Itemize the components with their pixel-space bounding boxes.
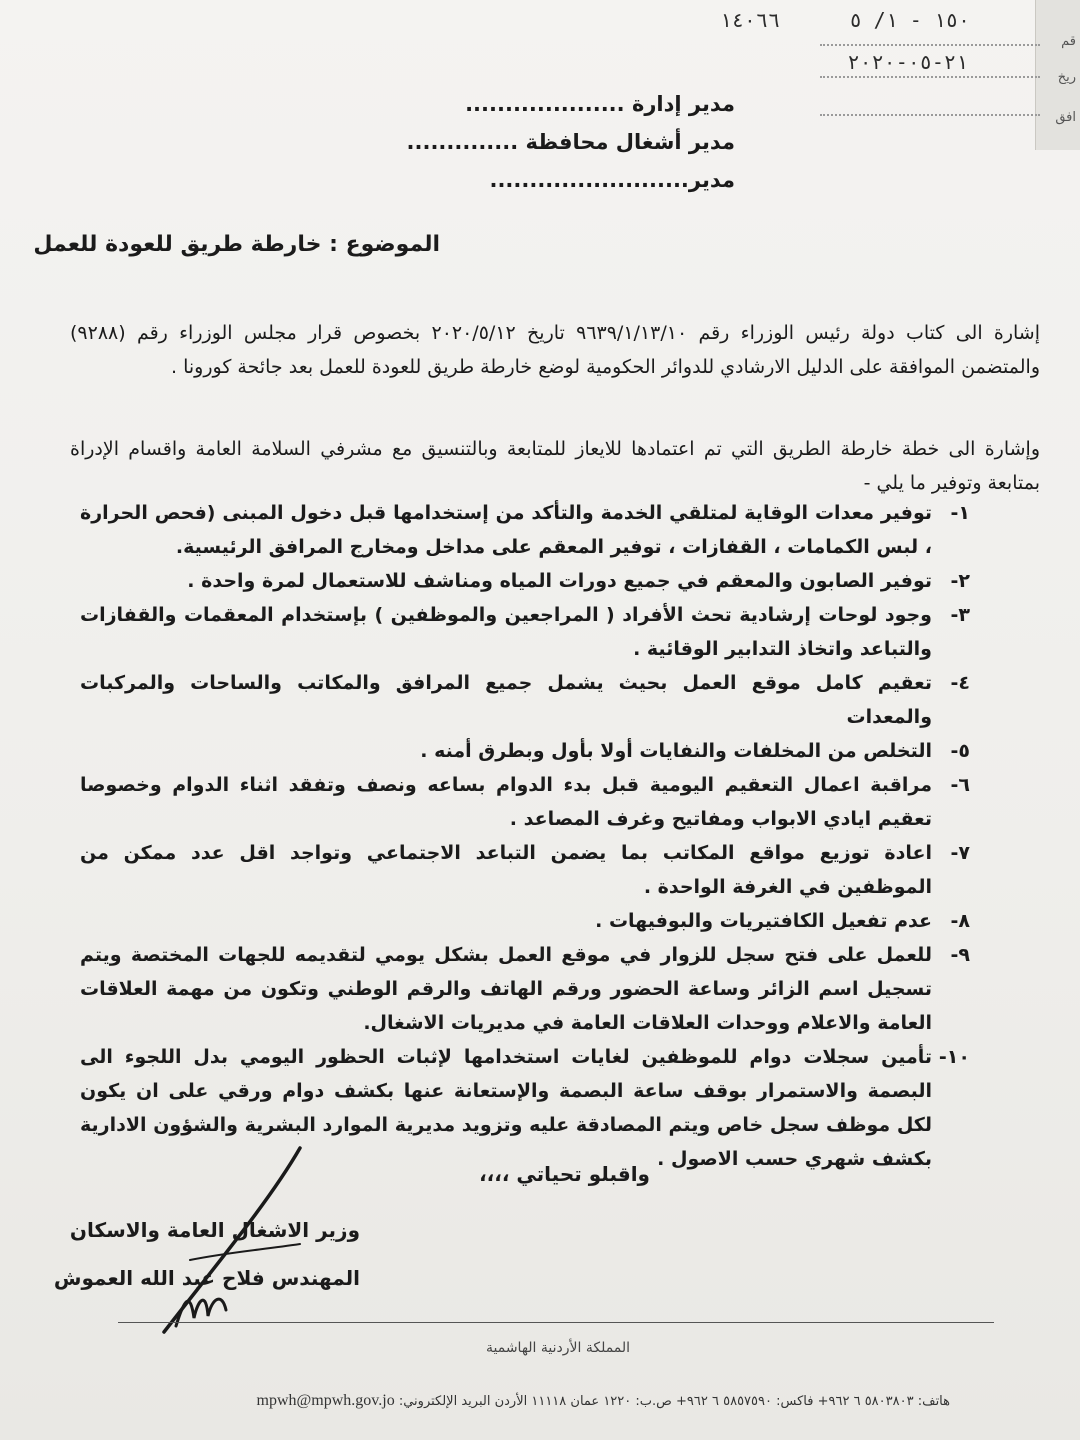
list-item: ٤- تعقيم كامل موقع العمل بحيث يشمل جميع المرافق والمكاتب والساحات والمركبات والمعدات	[80, 672, 970, 728]
addressee-governorate: مدير أشغال محافظة ..............	[406, 130, 735, 154]
date-label: ريخ	[1057, 70, 1076, 85]
list-item: ٣- وجود لوحات إرشادية تحث الأفراد ( المراجعين والموظفين ) بإستخدام المعقمات والقفازات والتباعد واتخاذ التدابير الوقائية .	[80, 604, 970, 660]
footer-contact	[160, 1392, 950, 1410]
subject-line: الموضوع : خارطة طريق للعودة للعمل	[33, 232, 440, 257]
closing-greeting: واقبلو تحياتي ،،،،	[479, 1162, 650, 1186]
signatory-name: المهندس فلاح عبد الله العموش	[53, 1266, 360, 1290]
attachments-label: افق	[1055, 110, 1076, 125]
intro-paragraph: إشارة الى كتاب دولة رئيس الوزراء رقم ٩٦٣٩/١/١٣/١٠ تاريخ ٢٠٢٠/٥/١٢ بخصوص قرار مجلس الوزراء رقم (٩٢٨٨) والمتضمن الموافقة على الدليل الارشادي للدوائر الحكومية لوضع خارطة طريق للعودة للعمل بعد جائحة كورونا .	[70, 322, 1040, 378]
kingdom-emblem-text: المملكة الأردنية الهاشمية	[486, 1340, 631, 1356]
addressee-director: مدير.........................	[489, 168, 735, 192]
list-item: ٨- عدم تفعيل الكافتيريات والبوفيهات .	[595, 910, 970, 932]
footer-divider	[118, 1322, 994, 1323]
reference-number: ١٥٠ - ١/ ٥	[849, 8, 970, 32]
list-item: ١٠- تأمين سجلات دوام للموظفين لغايات استخدامها لإثبات الحظور اليومي بدل اللجوء الى البصمة والاستمرار بوقف ساعة البصمة والإستعانة عنها بكشف دوام ورقي على ان يكون لكل موظف سجل خاص ويتم المصادقة عليه وتزويد مديرية الموارد البشرية والشؤون الادارية بكشف شهري حسب الاصول .	[80, 1046, 970, 1170]
list-item: ٧- اعادة توزيع مواقع المكاتب بما يضمن التباعد الاجتماعي وتواجد اقل عدد ممكن من الموظفين في الغرفة الواحدة .	[80, 842, 970, 898]
number-label: قم	[1061, 34, 1076, 49]
list-item: ٩- للعمل على فتح سجل للزوار في موقع العمل بشكل يومي لتقديمه للجهات المختصة ويتم تسجيل اسم الزائر وساعة الحضور ورقم الهاتف والرقم الوطني وتكون من مهمة العلاقات العامة والاعلام ووحدات العلاقات العامة في مديريات الاشغال.	[80, 944, 970, 1034]
list-item: ٥- التخلص من المخلفات والنفايات أولا بأول وبطرق أمنه .	[420, 740, 970, 762]
date-line	[820, 76, 1040, 78]
list-item: ٢- توفير الصابون والمعقم في جميع دورات المياه ومناشف للاستعمال لمرة واحدة .	[187, 570, 970, 592]
list-item: ١- توفير معدات الوقاية لمتلقي الخدمة والتأكد من إستخدامها قبل دخول المبنى (فحص الحرارة ، لبس الكمامات ، القفازات ، توفير المعقم على مداخل ومخارج المرافق الرئيسية.	[80, 502, 970, 558]
signatory-title: وزير الاشغال العامة والاسكان	[69, 1218, 360, 1242]
contact-details: هاتف: ٥٨٠٣٨٠٣ ٦ ٩٦٢+ فاكس: ٥٨٥٧٥٩٠ ٦ ٩٦٢+ ص.ب: ١٢٢٠ عمان ١١١١٨ الأردن البريد الإلكتروني:	[398, 1394, 950, 1409]
date-value: ٢١-٠٥-٢٠٢٠	[847, 50, 968, 74]
number-line	[820, 44, 1040, 46]
email-address: mpwh@mpwh.gov.jo	[256, 1392, 395, 1409]
list-item: ٦- مراقبة اعمال التعقيم اليومية قبل بدء الدوام بساعه ونصف وتفقد اثناء الدوام وخصوصا تعقيم ايادي الابواب ومفاتيح وغرف المصاعد .	[80, 774, 970, 830]
second-paragraph: وإشارة الى خطة خارطة الطريق التي تم اعتمادها للايعاز للمتابعة وبالتنسيق مع مشرفي السلامة العامة واقسام الإدراة بمتابعة وتوفير ما يلي -	[70, 438, 1040, 494]
measures-list	[80, 496, 970, 1176]
attachments-line	[820, 114, 1040, 116]
document-number: ١٤٠٦٦	[719, 8, 780, 32]
reference-margin	[1035, 0, 1080, 150]
addressee-department: مدير إدارة ....................	[465, 92, 735, 116]
